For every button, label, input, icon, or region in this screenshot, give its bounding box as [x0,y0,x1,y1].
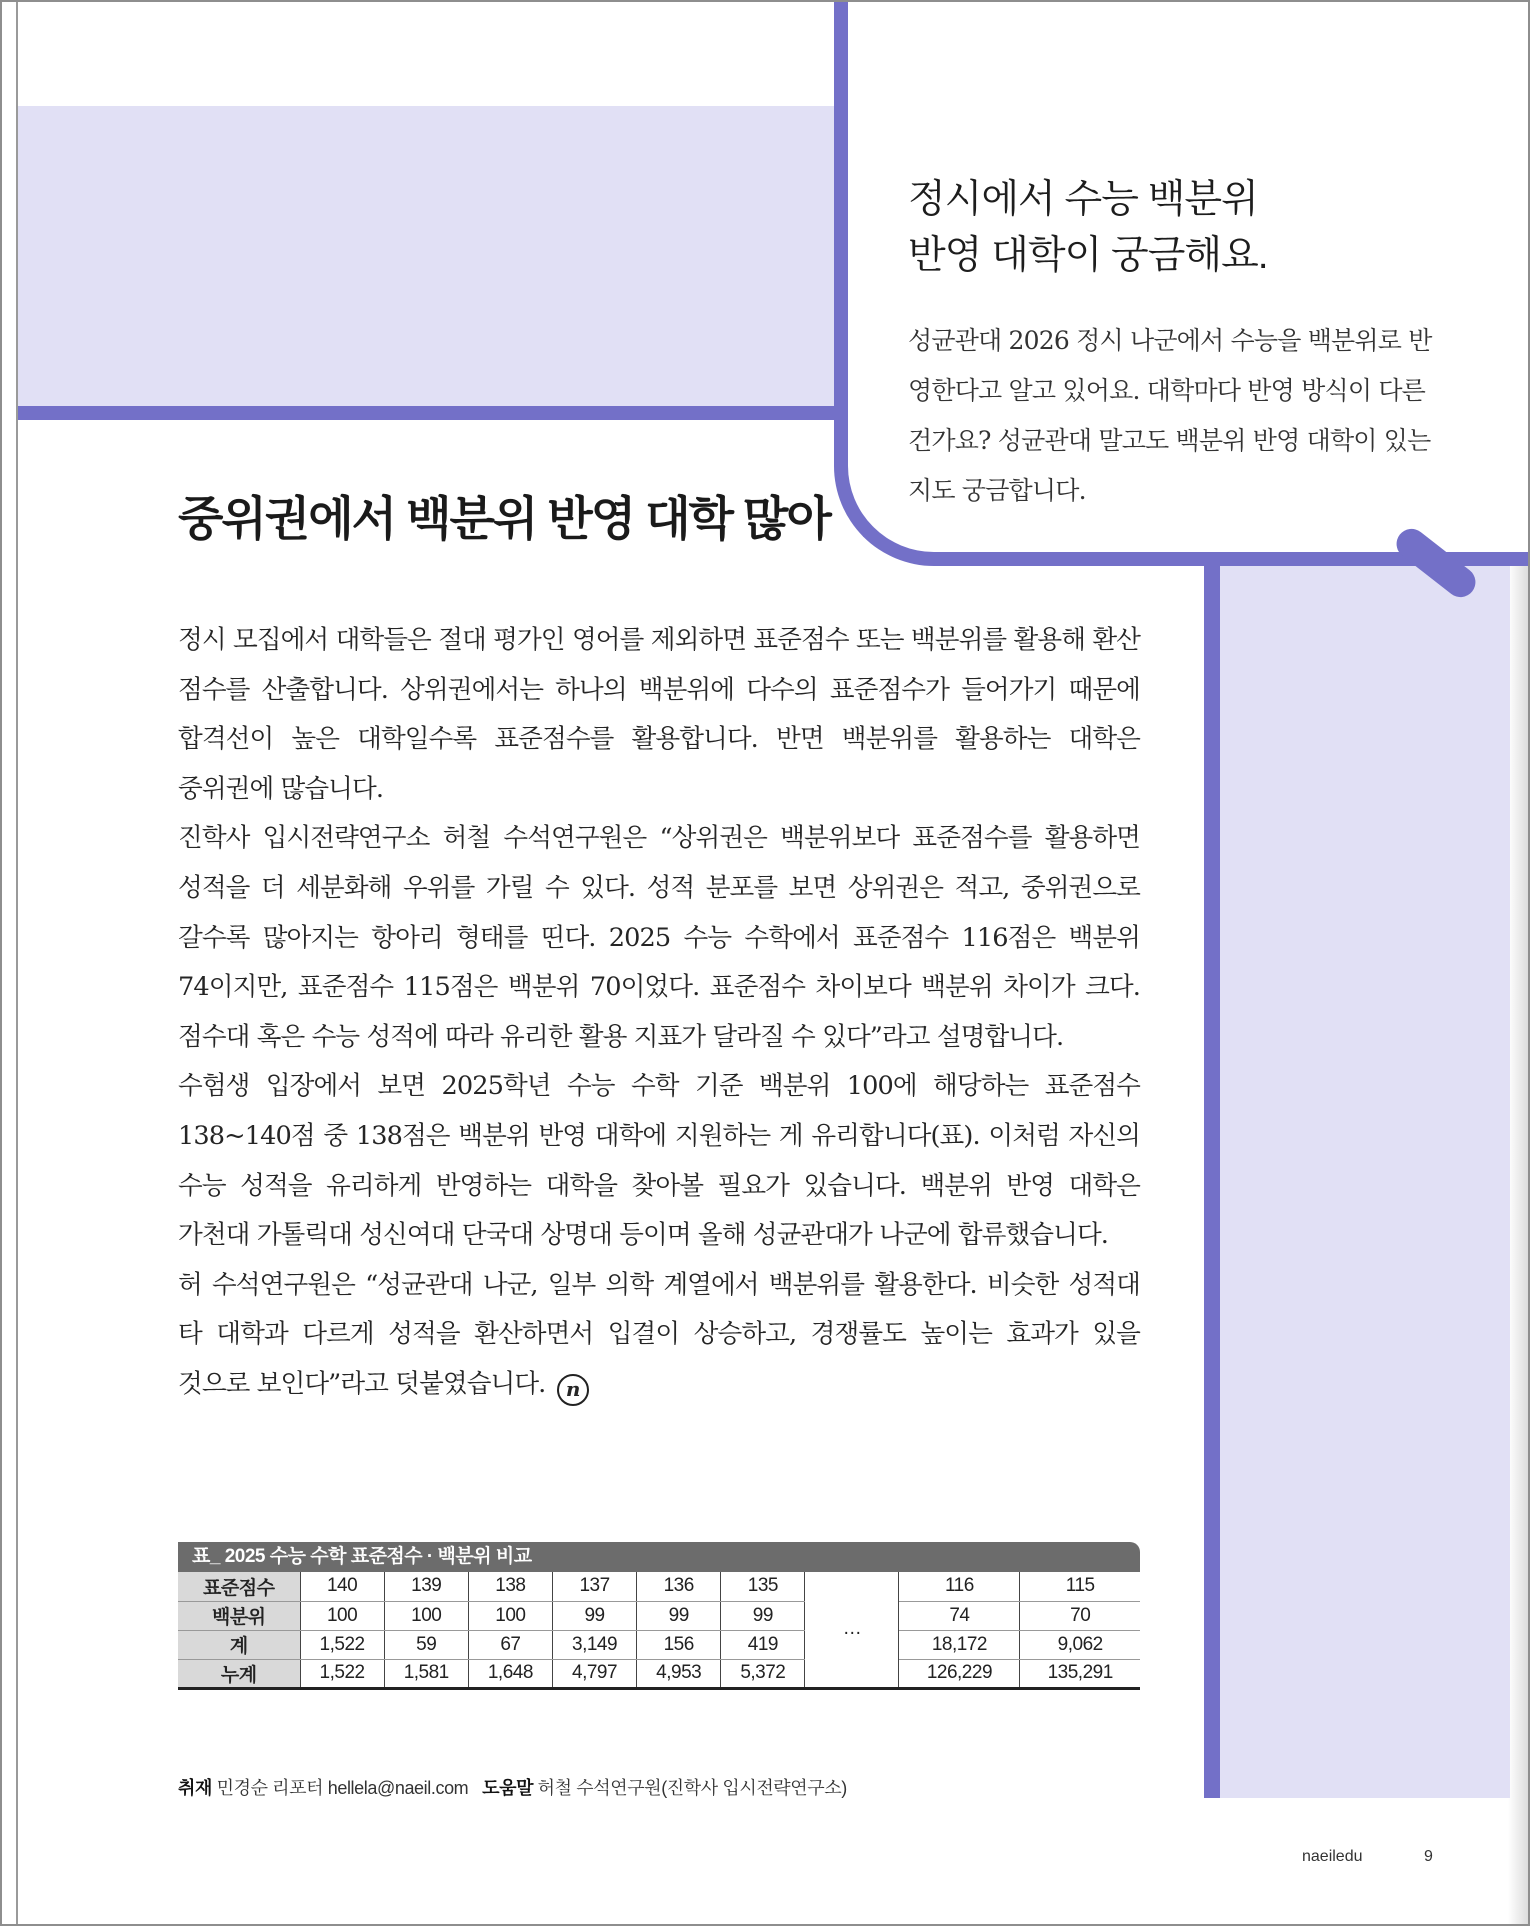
table-cell: 99 [721,1601,805,1630]
decorative-lavender-block [18,106,840,406]
table-row [178,1659,1140,1688]
table-title: 표_ 2025 수능 수학 표준점수 · 백분위 비교 [178,1542,1140,1572]
table-cell: 4,953 [637,1659,721,1688]
table-cell: 140 [300,1572,384,1601]
credit-label: 도움말 [482,1778,534,1798]
article-heading: 중위권에서 백분위 반영 대학 많아 [178,492,830,545]
row-header: 백분위 [178,1601,300,1630]
credits [178,1774,1138,1800]
table-cell: 135 [721,1572,805,1601]
question-title-line: 정시에서 수능 백분위 [908,178,1258,221]
end-mark-icon: n [557,1374,589,1406]
table-cell: 126,229 [899,1659,1020,1688]
table-cell: 1,522 [300,1659,384,1688]
table-row [178,1630,1140,1659]
credit-label: 취재 [178,1778,212,1798]
credit-text: 민경순 리포터 hellela@naeil.com [216,1778,469,1798]
table-cell: 1,581 [384,1659,468,1688]
table-cell: 3,149 [552,1630,636,1659]
table-cell: 156 [637,1630,721,1659]
table-ellipsis: … [805,1572,899,1688]
row-header: 표준점수 [178,1572,300,1601]
row-header: 누계 [178,1659,300,1688]
table-cell: 1,648 [468,1659,552,1688]
article-paragraph: 수험생 입장에서 보면 2025학년 수능 수학 기준 백분위 100에 해당하는 표준점수 138~140점 중 138점은 백분위 반영 대학에 지원하는 게 유리합니다(표). 이처럼 자신의 수능 성적을 유리하게 반영하는 대학을 찾아볼 필요가 있습니다. 백분위 반영 대학은 가천대 가톨릭대 성신여대 단국대 상명대 등이며 올해 성균관대가 나군에 합류했습니다. [178,1071,1140,1251]
table-cell: 99 [637,1601,721,1630]
decorative-lavender-column [1204,566,1510,1798]
table-cell: 18,172 [899,1630,1020,1659]
table-cell: 74 [899,1601,1020,1630]
table-cell: 139 [384,1572,468,1601]
table-cell: 100 [468,1601,552,1630]
table-cell: 1,522 [300,1630,384,1659]
question-title-line: 반영 대학이 궁금해요. [908,234,1268,277]
credit-text: 허철 수석연구원(진학사 입시전략연구소) [537,1778,847,1798]
table-cell: 100 [300,1601,384,1630]
article-paragraph [178,1261,1140,1410]
table-cell: 116 [899,1572,1020,1601]
table-cell: 136 [637,1572,721,1601]
table-row [178,1601,1140,1630]
table-cell: 99 [552,1601,636,1630]
table-cell: 5,372 [721,1659,805,1688]
footer-brand: naeiledu [1302,1848,1363,1865]
article-body [178,616,1140,1410]
question-title [908,172,1448,284]
table-cell: 9,062 [1020,1630,1140,1659]
decorative-rule [18,406,848,420]
table-cell: 138 [468,1572,552,1601]
table-cell: 59 [384,1630,468,1659]
table-cell: 115 [1020,1572,1140,1601]
table-cell: 137 [552,1572,636,1601]
table-cell: 70 [1020,1601,1140,1630]
table-cell: 135,291 [1020,1659,1140,1688]
table-row [178,1572,1140,1601]
article-paragraph: 정시 모집에서 대학들은 절대 평가인 영어를 제외하면 표준점수 또는 백분위를 활용해 환산 점수를 산출합니다. 상위권에서는 하나의 백분위에 다수의 표준점수가 들어가기 때문에 합격선이 높은 대학일수록 표준점수를 활용합니다. 반면 백분위를 활용하는 대학은 중위권에 많습니다. [178,625,1140,804]
table-cell: 100 [384,1601,468,1630]
article-paragraph-text: 허 수석연구원은 “성균관대 나군, 일부 의학 계열에서 백분위를 활용한다. 비슷한 성적대 타 대학과 다르게 성적을 환산하면서 입결이 상승하고, 경쟁률도 높이는 효과가 있을 것으로 보인다”라고 덧붙였습니다. [178,1269,1140,1399]
table-cell: 419 [721,1630,805,1659]
article-paragraph: 진학사 입시전략연구소 허철 수석연구원은 “상위권은 백분위보다 표준점수를 활용하면 성적을 더 세분화해 우위를 가릴 수 있다. 성적 분포를 보면 상위권은 적고, 중위권으로 갈수록 많아지는 항아리 형태를 띤다. 2025 수능 수학에서 표준점수 116점은 백분위 74이지만, 표준점수 115점은 백분위 70이었다. 표준점수 차이보다 백분위 차이가 크다. 점수대 혹은 수능 성적에 따라 유리한 활용 지표가 달라질 수 있다”라고 설명합니다. [178,823,1140,1052]
row-header: 계 [178,1630,300,1659]
table-cell: 4,797 [552,1659,636,1688]
score-table [178,1572,1140,1690]
page-number: 9 [1424,1848,1433,1865]
table-cell: 67 [468,1630,552,1659]
question-text: 성균관대 2026 정시 나군에서 수능을 백분위로 반영한다고 알고 있어요. 대학마다 반영 방식이 다른 건가요? 성균관대 말고도 백분위 반영 대학이 있는지도 궁금합니다. [908,326,1432,505]
